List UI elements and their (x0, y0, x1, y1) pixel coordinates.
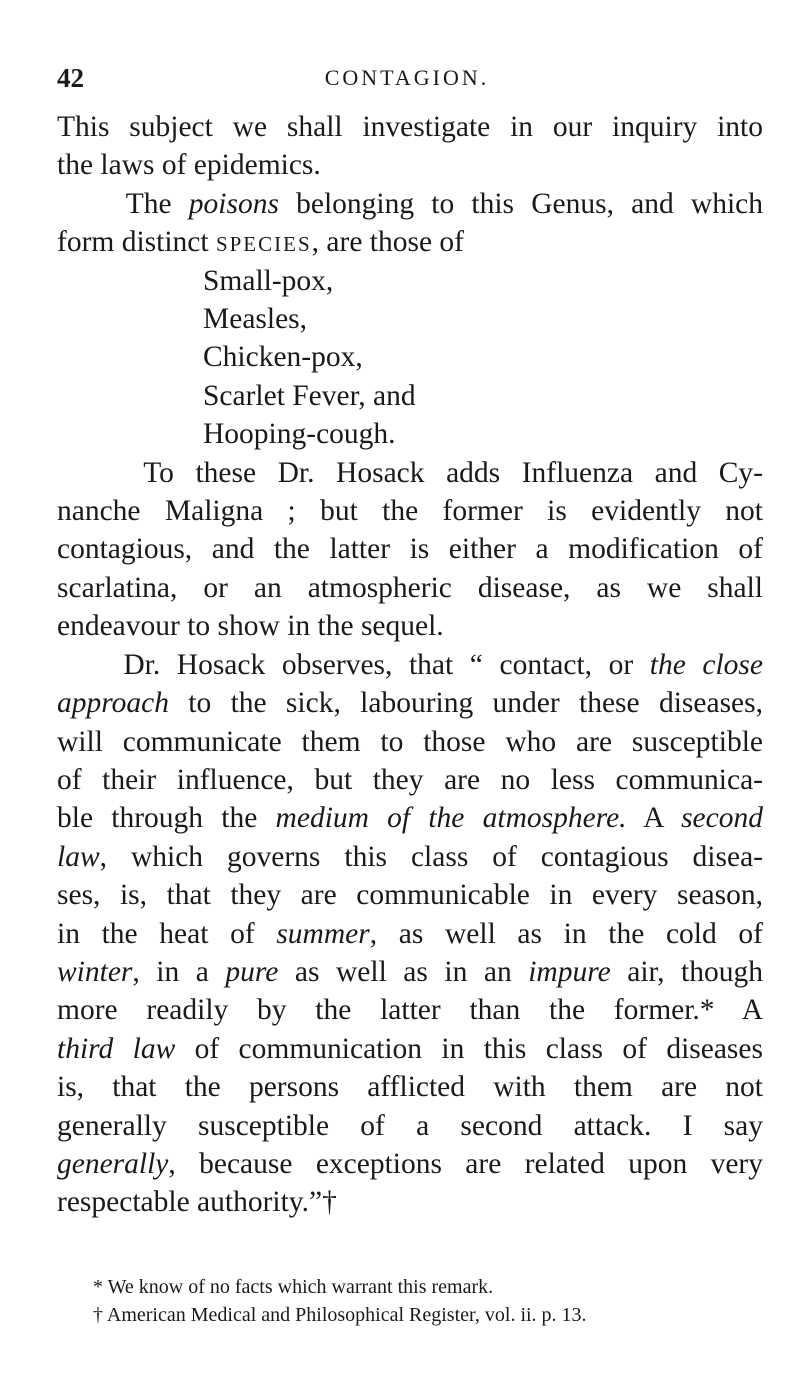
text-run: , are those of (311, 226, 465, 259)
emphasis-text: pure (225, 955, 279, 988)
emphasis-text: generally (57, 1147, 169, 1180)
list-item: Scarlet Fever, and (203, 379, 416, 412)
emphasis-text: law (57, 840, 100, 873)
running-title: CONTAGION. (324, 65, 490, 90)
paragraph-2 (57, 185, 763, 262)
text-line: more readily by the latter than the former.* A (57, 994, 763, 1027)
text-line: This subject we shall investigate in our inquiry into (57, 111, 763, 143)
text-line (57, 1030, 763, 1068)
text-run: air, though (610, 955, 763, 988)
small-caps-text: species (215, 226, 312, 259)
text-run: , because exceptions are related upon very (168, 1147, 763, 1180)
text-line: will communicate them to those who are susceptible (57, 725, 763, 758)
text-line: respectable authority.”† (57, 1186, 337, 1219)
emphasis-text: medium of the atmosphere. (275, 802, 627, 835)
species-list (57, 262, 763, 454)
text-line: of their influence, but they are no less communica- (57, 763, 763, 796)
text-run: of communication in this class of diseases (175, 1032, 763, 1065)
text-run: The (125, 187, 189, 220)
text-line (57, 454, 763, 492)
text-line: contagious, and the latter is either a modification of (57, 533, 763, 566)
paragraph-3 (57, 454, 763, 646)
list-item: Hooping-cough. (203, 418, 396, 451)
text-line: nanche Maligna ; but the former is evidently not (57, 495, 763, 528)
text-run: ble through the (57, 802, 276, 835)
list-item: Chicken-pox, (203, 341, 363, 374)
text-line (57, 646, 763, 684)
text-run: To these Dr. Hosack adds Influenza and Cy- (143, 456, 764, 489)
text-line: ses, is, that they are communicable in every season, (57, 879, 763, 912)
text-line (57, 953, 763, 991)
list-item: Measles, (203, 303, 308, 336)
page-number: 42 (57, 63, 84, 93)
text-run: as well as in an (278, 955, 529, 988)
text-line (57, 915, 763, 953)
text-line (57, 684, 763, 722)
text-run: to the sick, labouring under these diseases, (168, 687, 763, 720)
text-line (57, 1145, 763, 1183)
emphasis-text: winter (57, 955, 133, 988)
text-run: form distinct (57, 226, 216, 259)
text-line (57, 838, 763, 876)
footnote: * We know of no facts which warrant this remark. (93, 1276, 494, 1298)
paragraph-4 (57, 646, 763, 1222)
list-item: Small-pox, (203, 264, 334, 297)
text-run: A (626, 802, 682, 835)
emphasis-text: approach (57, 687, 169, 720)
text-line: endeavour to show in the sequel. (57, 610, 444, 643)
text-line (57, 799, 763, 837)
emphasis-text: poisons (188, 187, 279, 220)
text-line (57, 185, 763, 223)
text-run: in the heat of (57, 917, 277, 950)
text-line: the laws of epidemics. (57, 149, 321, 182)
emphasis-text: summer (276, 917, 370, 950)
emphasis-text: impure (528, 955, 611, 988)
emphasis-text: second (681, 802, 763, 835)
text-run: belonging to this Genus, and which (278, 187, 763, 220)
footnotes (93, 1273, 773, 1329)
text-run: , as well as in the cold of (369, 917, 763, 950)
footnote: † American Medical and Philosophical Register, vol. ii. p. 13. (93, 1304, 587, 1326)
text-run: , in a (132, 955, 226, 988)
text-line: generally susceptible of a second attack. I say (57, 1109, 763, 1142)
body-text (57, 108, 763, 1222)
text-run: Dr. Hosack observes, that “ contact, or (123, 648, 650, 681)
emphasis-text: third law (57, 1032, 176, 1065)
text-line: is, that the persons afflicted with them are not (57, 1071, 763, 1104)
paragraph-1 (57, 108, 763, 185)
text-line: scarlatina, or an atmospheric disease, as we shall (57, 571, 763, 604)
text-line (57, 223, 763, 261)
emphasis-text: the close (649, 648, 763, 681)
page-header (57, 63, 757, 103)
text-run: , which governs this class of contagious disea- (99, 840, 763, 873)
